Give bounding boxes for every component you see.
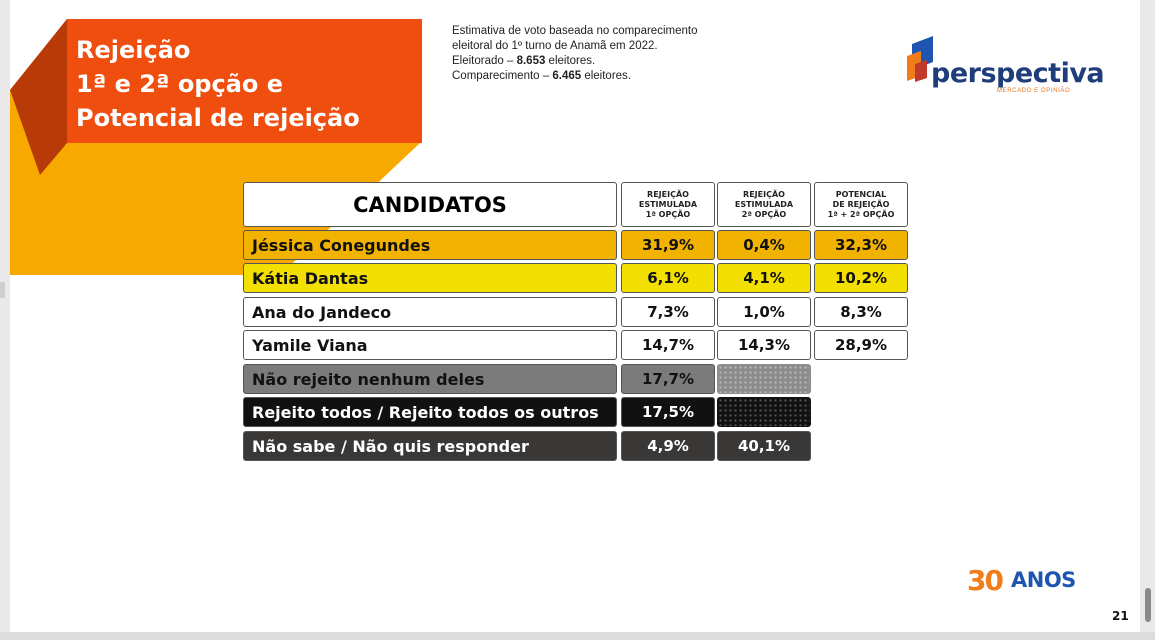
row-value-3: 28,9% (814, 330, 908, 360)
row-name: Não rejeito nenhum deles (243, 364, 617, 394)
row-value-3: 32,3% (814, 230, 908, 260)
row-value-1: 6,1% (621, 263, 715, 293)
perspectiva-logo (907, 36, 1107, 98)
30-anos-logo (967, 560, 1097, 604)
page-title (76, 33, 360, 135)
logo-word: perspectiva (931, 58, 1105, 89)
header-potencial: POTENCIAL DE REJEIÇÃO 1ª + 2ª OPÇÃO (814, 182, 908, 227)
title-line-3: Potencial de rejeição (76, 104, 360, 132)
header-rejeicao-2: REJEIÇÃO ESTIMULADA 2ª OPÇÃO (717, 182, 811, 227)
row-value-1: 17,7% (621, 364, 715, 394)
note-line-1: Estimativa de voto baseada no comparecimento (452, 25, 698, 37)
row-value-2: 40,1% (717, 431, 811, 461)
row-value-1: 7,3% (621, 297, 715, 327)
row-value-1: 17,5% (621, 397, 715, 427)
empty-pattern-cell (717, 397, 811, 427)
note-line-2: eleitoral do 1º turno de Anamã em 2022. (452, 40, 658, 52)
row-value-2: 1,0% (717, 297, 811, 327)
anos-word: ANOS (1011, 568, 1076, 592)
row-name: Jéssica Conegundes (243, 230, 617, 260)
row-name: Kátia Dantas (243, 263, 617, 293)
empty-pattern-cell (717, 364, 811, 394)
slide (10, 0, 1140, 632)
note-eleitorado: Eleitorado – 8.653 eleitores. (452, 55, 596, 67)
title-line-1: Rejeição (76, 36, 191, 64)
row-value-3: 10,2% (814, 263, 908, 293)
row-name: Rejeito todos / Rejeito todos os outros (243, 397, 617, 427)
note-comparecimento: Comparecimento – 6.465 eleitores. (452, 70, 631, 82)
window-edge (0, 282, 5, 298)
row-value-2: 14,3% (717, 330, 811, 360)
row-value-3: 8,3% (814, 297, 908, 327)
row-value-1: 4,9% (621, 431, 715, 461)
scrollbar-thumb[interactable] (1145, 588, 1151, 622)
row-value-1: 31,9% (621, 230, 715, 260)
header-rejeicao-1: REJEIÇÃO ESTIMULADA 1ª OPÇÃO (621, 182, 715, 227)
window-bottom-edge (0, 632, 1155, 640)
page-number: 21 (1112, 609, 1129, 623)
row-name: Yamile Viana (243, 330, 617, 360)
title-line-2: 1ª e 2ª opção e (76, 70, 284, 98)
row-value-1: 14,7% (621, 330, 715, 360)
row-value-2: 4,1% (717, 263, 811, 293)
header-candidatos: CANDIDATOS (243, 182, 617, 227)
methodology-note (452, 24, 697, 84)
anos-number: 30 (967, 564, 1002, 597)
logo-subtitle: MERCADO E OPINIÃO (997, 88, 1071, 94)
row-value-2: 0,4% (717, 230, 811, 260)
row-name: Não sabe / Não quis responder (243, 431, 617, 461)
row-name: Ana do Jandeco (243, 297, 617, 327)
